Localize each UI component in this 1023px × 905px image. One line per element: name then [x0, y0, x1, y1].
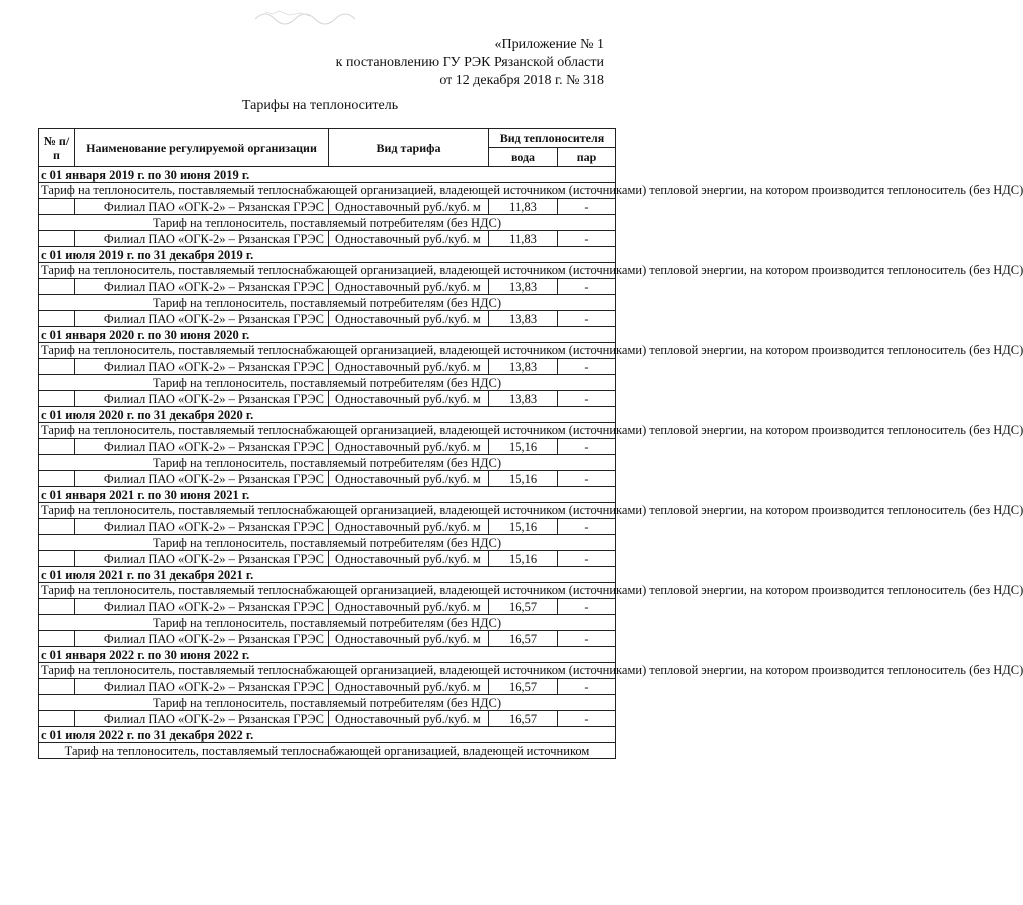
table-row	[39, 311, 616, 327]
supplier-tariff-description: Тариф на теплоноситель, поставляемый теплоснабжающей организацией, владеющей источником (источниками) тепловой энергии, на котором производится теплоноситель (без НДС)	[39, 503, 616, 519]
supplier-tariff-description-partial: Тариф на теплоноситель, поставляемый теплоснабжающей организацией, владеющей источником	[39, 743, 616, 759]
consumer-tariff-description: Тариф на теплоноситель, поставляемый потребителям (без НДС)	[39, 615, 616, 631]
period-row	[39, 327, 616, 343]
organization-name: Филиал ПАО «ОГК-2» – Рязанская ГРЭС	[75, 519, 329, 535]
organization-name: Филиал ПАО «ОГК-2» – Рязанская ГРЭС	[75, 551, 329, 567]
steam-tariff: -	[558, 199, 616, 215]
water-tariff: 11,83	[489, 199, 558, 215]
organization-name: Филиал ПАО «ОГК-2» – Рязанская ГРЭС	[75, 311, 329, 327]
appendix-line-3: от 12 декабря 2018 г. № 318	[439, 73, 604, 88]
water-tariff: 11,83	[489, 231, 558, 247]
tariff-kind: Одноставочный руб./куб. м	[329, 231, 489, 247]
table-row	[39, 631, 616, 647]
table-row	[39, 679, 616, 695]
row-number	[39, 679, 75, 695]
consumer-tariff-description: Тариф на теплоноситель, поставляемый потребителям (без НДС)	[39, 295, 616, 311]
row-number	[39, 599, 75, 615]
period-row	[39, 487, 616, 503]
supplier-tariff-description: Тариф на теплоноситель, поставляемый теплоснабжающей организацией, владеющей источником (источниками) тепловой энергии, на котором производится теплоноситель (без НДС)	[39, 663, 616, 679]
period-row	[39, 727, 616, 743]
supplier-tariff-description: Тариф на теплоноситель, поставляемый теплоснабжающей организацией, владеющей источником (источниками) тепловой энергии, на котором производится теплоноситель (без НДС)	[39, 183, 616, 199]
tariff-kind: Одноставочный руб./куб. м	[329, 519, 489, 535]
consumer-tariff-description: Тариф на теплоноситель, поставляемый потребителям (без НДС)	[39, 535, 616, 551]
supplier-tariff-description: Тариф на теплоноситель, поставляемый теплоснабжающей организацией, владеющей источником (источниками) тепловой энергии, на котором производится теплоноситель (без НДС)	[39, 423, 616, 439]
period-label: с 01 июля 2020 г. по 31 декабря 2020 г.	[39, 407, 616, 423]
tariff-kind: Одноставочный руб./куб. м	[329, 279, 489, 295]
period-label: с 01 января 2021 г. по 30 июня 2021 г.	[39, 487, 616, 503]
organization-name: Филиал ПАО «ОГК-2» – Рязанская ГРЭС	[75, 359, 329, 375]
description-row	[39, 423, 616, 439]
tariff-kind: Одноставочный руб./куб. м	[329, 631, 489, 647]
water-tariff: 15,16	[489, 471, 558, 487]
description-row	[39, 743, 616, 759]
steam-tariff: -	[558, 439, 616, 455]
water-tariff: 13,83	[489, 279, 558, 295]
tariff-kind: Одноставочный руб./куб. м	[329, 711, 489, 727]
supplier-tariff-description: Тариф на теплоноситель, поставляемый теплоснабжающей организацией, владеющей источником (источниками) тепловой энергии, на котором производится теплоноситель (без НДС)	[39, 343, 616, 359]
consumer-tariff-description: Тариф на теплоноситель, поставляемый потребителям (без НДС)	[39, 695, 616, 711]
row-number	[39, 311, 75, 327]
steam-tariff: -	[558, 471, 616, 487]
water-tariff: 15,16	[489, 439, 558, 455]
steam-tariff: -	[558, 711, 616, 727]
steam-tariff: -	[558, 519, 616, 535]
table-row	[39, 711, 616, 727]
row-number	[39, 551, 75, 567]
row-number	[39, 391, 75, 407]
appendix-line-1: «Приложение № 1	[494, 37, 604, 52]
supplier-tariff-description: Тариф на теплоноситель, поставляемый теплоснабжающей организацией, владеющей источником (источниками) тепловой энергии, на котором производится теплоноситель (без НДС)	[39, 263, 616, 279]
row-number	[39, 359, 75, 375]
period-row	[39, 647, 616, 663]
description-row	[39, 375, 616, 391]
water-tariff: 16,57	[489, 711, 558, 727]
description-row	[39, 215, 616, 231]
tariff-kind: Одноставочный руб./куб. м	[329, 439, 489, 455]
document-title: Тарифы на теплоноситель	[241, 98, 399, 113]
organization-name: Филиал ПАО «ОГК-2» – Рязанская ГРЭС	[75, 599, 329, 615]
steam-tariff: -	[558, 551, 616, 567]
description-row	[39, 343, 616, 359]
tariff-kind: Одноставочный руб./куб. м	[329, 359, 489, 375]
appendix-line-2: к постановлению ГУ РЭК Рязанской области	[335, 55, 604, 70]
header-tariff-kind: Вид тарифа	[329, 129, 489, 167]
faint-stamp-mark	[250, 4, 370, 26]
consumer-tariff-description: Тариф на теплоноситель, поставляемый потребителям (без НДС)	[39, 215, 616, 231]
organization-name: Филиал ПАО «ОГК-2» – Рязанская ГРЭС	[75, 679, 329, 695]
period-row	[39, 567, 616, 583]
description-row	[39, 183, 616, 199]
table-row	[39, 551, 616, 567]
table-row	[39, 471, 616, 487]
water-tariff: 13,83	[489, 359, 558, 375]
description-row	[39, 663, 616, 679]
tariff-table-body	[39, 167, 1023, 759]
tariff-kind: Одноставочный руб./куб. м	[329, 471, 489, 487]
header-steam: пар	[558, 148, 616, 167]
header-water: вода	[489, 148, 558, 167]
description-row	[39, 583, 616, 599]
table-row	[39, 599, 616, 615]
table-row	[39, 439, 616, 455]
water-tariff: 13,83	[489, 391, 558, 407]
period-label: с 01 января 2019 г. по 30 июня 2019 г.	[39, 167, 616, 183]
organization-name: Филиал ПАО «ОГК-2» – Рязанская ГРЭС	[75, 391, 329, 407]
row-number	[39, 471, 75, 487]
description-row	[39, 615, 616, 631]
row-number	[39, 519, 75, 535]
tariff-kind: Одноставочный руб./куб. м	[329, 679, 489, 695]
water-tariff: 15,16	[489, 519, 558, 535]
steam-tariff: -	[558, 359, 616, 375]
period-label: с 01 января 2020 г. по 30 июня 2020 г.	[39, 327, 616, 343]
row-number	[39, 231, 75, 247]
water-tariff: 13,83	[489, 311, 558, 327]
tariff-kind: Одноставочный руб./куб. м	[329, 391, 489, 407]
description-row	[39, 263, 616, 279]
organization-name: Филиал ПАО «ОГК-2» – Рязанская ГРЭС	[75, 231, 329, 247]
supplier-tariff-description: Тариф на теплоноситель, поставляемый теплоснабжающей организацией, владеющей источником (источниками) тепловой энергии, на котором производится теплоноситель (без НДС)	[39, 583, 616, 599]
steam-tariff: -	[558, 631, 616, 647]
steam-tariff: -	[558, 279, 616, 295]
organization-name: Филиал ПАО «ОГК-2» – Рязанская ГРЭС	[75, 279, 329, 295]
table-row	[39, 199, 616, 215]
steam-tariff: -	[558, 391, 616, 407]
description-row	[39, 503, 616, 519]
water-tariff: 16,57	[489, 599, 558, 615]
header-number: № п/п	[39, 129, 75, 167]
description-row	[39, 695, 616, 711]
organization-name: Филиал ПАО «ОГК-2» – Рязанская ГРЭС	[75, 199, 329, 215]
organization-name: Филиал ПАО «ОГК-2» – Рязанская ГРЭС	[75, 471, 329, 487]
tariff-kind: Одноставочный руб./куб. м	[329, 551, 489, 567]
table-row	[39, 359, 616, 375]
row-number	[39, 439, 75, 455]
water-tariff: 15,16	[489, 551, 558, 567]
tariff-kind: Одноставочный руб./куб. м	[329, 311, 489, 327]
period-row	[39, 407, 616, 423]
row-number	[39, 199, 75, 215]
period-label: с 01 июля 2019 г. по 31 декабря 2019 г.	[39, 247, 616, 263]
consumer-tariff-description: Тариф на теплоноситель, поставляемый потребителям (без НДС)	[39, 375, 616, 391]
table-row	[39, 231, 616, 247]
organization-name: Филиал ПАО «ОГК-2» – Рязанская ГРЭС	[75, 711, 329, 727]
organization-name: Филиал ПАО «ОГК-2» – Рязанская ГРЭС	[75, 631, 329, 647]
steam-tariff: -	[558, 599, 616, 615]
table-row	[39, 391, 616, 407]
description-row	[39, 455, 616, 471]
header-organization: Наименование регулируемой организации	[75, 129, 329, 167]
tariff-kind: Одноставочный руб./куб. м	[329, 199, 489, 215]
row-number	[39, 279, 75, 295]
table-row	[39, 519, 616, 535]
description-row	[39, 535, 616, 551]
water-tariff: 16,57	[489, 631, 558, 647]
tariff-table	[38, 128, 1023, 759]
steam-tariff: -	[558, 311, 616, 327]
steam-tariff: -	[558, 679, 616, 695]
steam-tariff: -	[558, 231, 616, 247]
period-label: с 01 июля 2021 г. по 31 декабря 2021 г.	[39, 567, 616, 583]
period-row	[39, 167, 616, 183]
tariff-kind: Одноставочный руб./куб. м	[329, 599, 489, 615]
description-row	[39, 295, 616, 311]
period-row	[39, 247, 616, 263]
water-tariff: 16,57	[489, 679, 558, 695]
table-row	[39, 279, 616, 295]
period-label: с 01 января 2022 г. по 30 июня 2022 г.	[39, 647, 616, 663]
header-coolant-type: Вид теплоносителя	[489, 129, 616, 148]
organization-name: Филиал ПАО «ОГК-2» – Рязанская ГРЭС	[75, 439, 329, 455]
row-number	[39, 631, 75, 647]
period-label: с 01 июля 2022 г. по 31 декабря 2022 г.	[39, 727, 616, 743]
row-number	[39, 711, 75, 727]
appendix-reference	[336, 36, 604, 90]
consumer-tariff-description: Тариф на теплоноситель, поставляемый потребителям (без НДС)	[39, 455, 616, 471]
